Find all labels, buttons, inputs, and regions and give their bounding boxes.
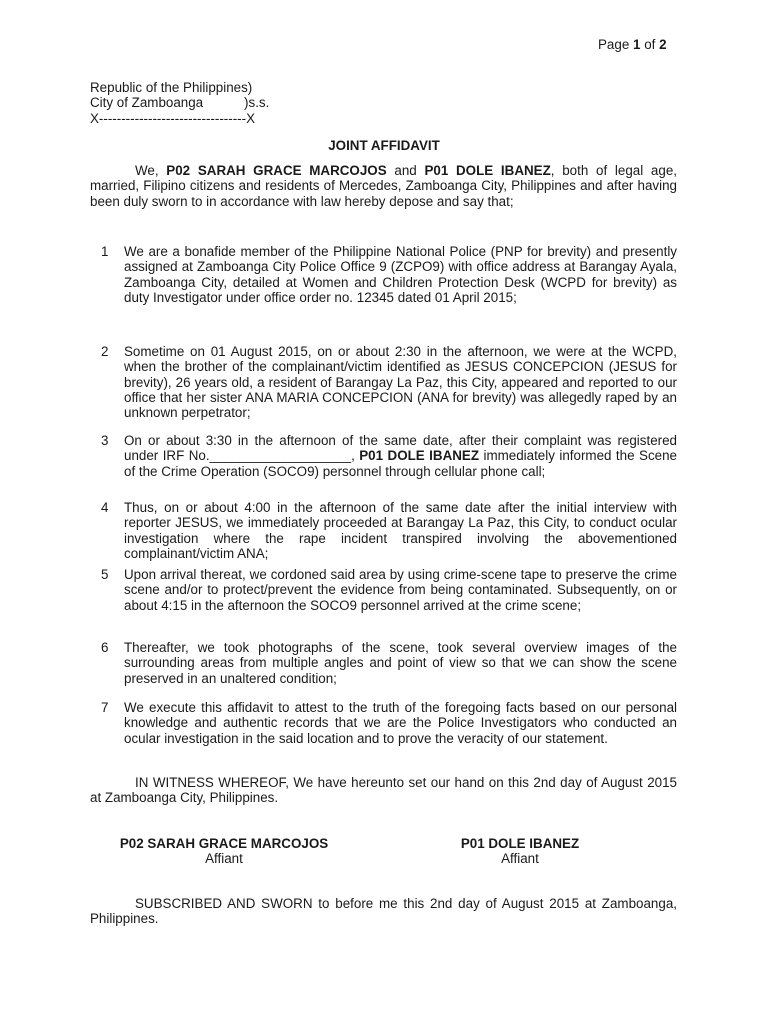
intro-affiant-1: P02 SARAH GRACE MARCOJOS <box>166 163 387 178</box>
item-number: 4 <box>101 500 109 515</box>
page-of: of <box>644 37 656 52</box>
jurat-paragraph: SUBSCRIBED AND SWORN to before me this 2nd day of August 2015 at Zamboanga, Philippines. <box>90 896 677 927</box>
item-text: We execute this affidavit to attest to the truth of the foregoing facts based on our personal knowledge and authentic records that we are the Police Investigators who conducted an ocular investigation in the said location and to prove the veracity of our statement. <box>124 700 677 746</box>
page-current: 1 <box>633 37 641 52</box>
item-text: Upon arrival thereat, we cordoned said area by using crime-scene tape to preserve the crime scene and/or to protect/prevent the evidence from being contaminated. Subsequently, on or about 4:15 in the afternoon the SOCO9 personnel arrived at the crime scene; <box>124 567 677 613</box>
item-number: 7 <box>101 700 109 715</box>
list-item <box>90 567 677 613</box>
item-text: Thus, on or about 4:00 in the afternoon of the same date after the initial interview with reporter JESUS, we immediately proceeded at Barangay La Paz, this City, to conduct ocular investigation where the rape incident transpired involving the abovementioned complainant/victim ANA; <box>124 500 677 561</box>
item-number: 5 <box>101 567 109 582</box>
affiant-name: P01 DOLE IBANEZ <box>460 836 580 851</box>
intro-text-2: and <box>386 163 425 178</box>
signature-block <box>420 836 620 867</box>
venue-block <box>90 80 269 126</box>
intro-text-1: We, <box>135 163 167 178</box>
item-number: 6 <box>101 640 109 655</box>
item-number: 3 <box>101 433 109 448</box>
page-total: 2 <box>659 37 667 52</box>
item-text-part: immediately informed the Scene of the Crime Operation (SOCO9) personnel through cellular phone call; <box>124 448 677 479</box>
signature-block <box>100 836 348 867</box>
item-number: 1 <box>101 244 109 259</box>
item-text: We are a bonafide member of the Philippine National Police (PNP for brevity) and presently assigned at Zamboanga City Police Office 9 (ZCPO9) with office address at Barangay Ayala, Zamboanga City, detailed at Women and Children Protection Desk (WCPD for brevity) as duty Investigator under office order no. 12345 dated 01 April 2015; <box>124 244 677 305</box>
affiant-role: Affiant <box>205 851 243 867</box>
document-title: JOINT AFFIDAVIT <box>328 138 440 153</box>
intro-text-3: , both of legal age, married, Filipino citizens and residents of Mercedes, Zamboanga City, Philippines and after having been duly sworn to in accordance with law hereby depose and say that; <box>90 163 677 209</box>
venue-city: City of Zamboanga )s.s. <box>90 95 270 111</box>
list-item <box>90 640 677 686</box>
affiant-name: P02 SARAH GRACE MARCOJOS <box>119 836 329 851</box>
list-item <box>90 344 677 420</box>
page-label: Page <box>598 37 630 52</box>
item-text: Thereafter, we took photographs of the scene, took several overview images of the surrounding areas from multiple angles and point of view so that we can show the scene preserved in an unaltered condition; <box>124 640 677 686</box>
list-item <box>90 700 677 746</box>
list-item <box>90 500 677 561</box>
witness-paragraph: IN WITNESS WHEREOF, We have hereunto set our hand on this 2nd day of August 2015 at Zamboanga City, Philippines. <box>90 775 677 806</box>
item-text <box>124 433 677 479</box>
item-text: Sometime on 01 August 2015, on or about 2:30 in the afternoon, we were at the WCPD, when the brother of the complainant/victim identified as JESUS CONCEPCION (JESUS for brevity), 26 years old, a resident of Barangay La Paz, this City, appeared and reported to our office that her sister ANA MARIA CONCEPCION (ANA for brevity) was allegedly raped by an unknown perpetrator; <box>124 344 677 421</box>
affiant-role: Affiant <box>501 851 539 867</box>
intro-affiant-2: P01 DOLE IBANEZ <box>424 163 551 178</box>
item-number: 2 <box>101 344 109 359</box>
page-number <box>598 37 667 52</box>
venue-country: Republic of the Philippines) <box>90 80 253 95</box>
list-item <box>90 244 677 305</box>
list-item <box>90 433 677 479</box>
item-text-bold: P01 DOLE IBANEZ <box>359 448 480 464</box>
item-text-part: On or about 3:30 in the afternoon of the same date, after their complaint was registered under IRF No.___________________, <box>124 433 677 464</box>
venue-separator: X---------------------------------X <box>90 110 256 126</box>
intro-paragraph <box>90 163 677 209</box>
